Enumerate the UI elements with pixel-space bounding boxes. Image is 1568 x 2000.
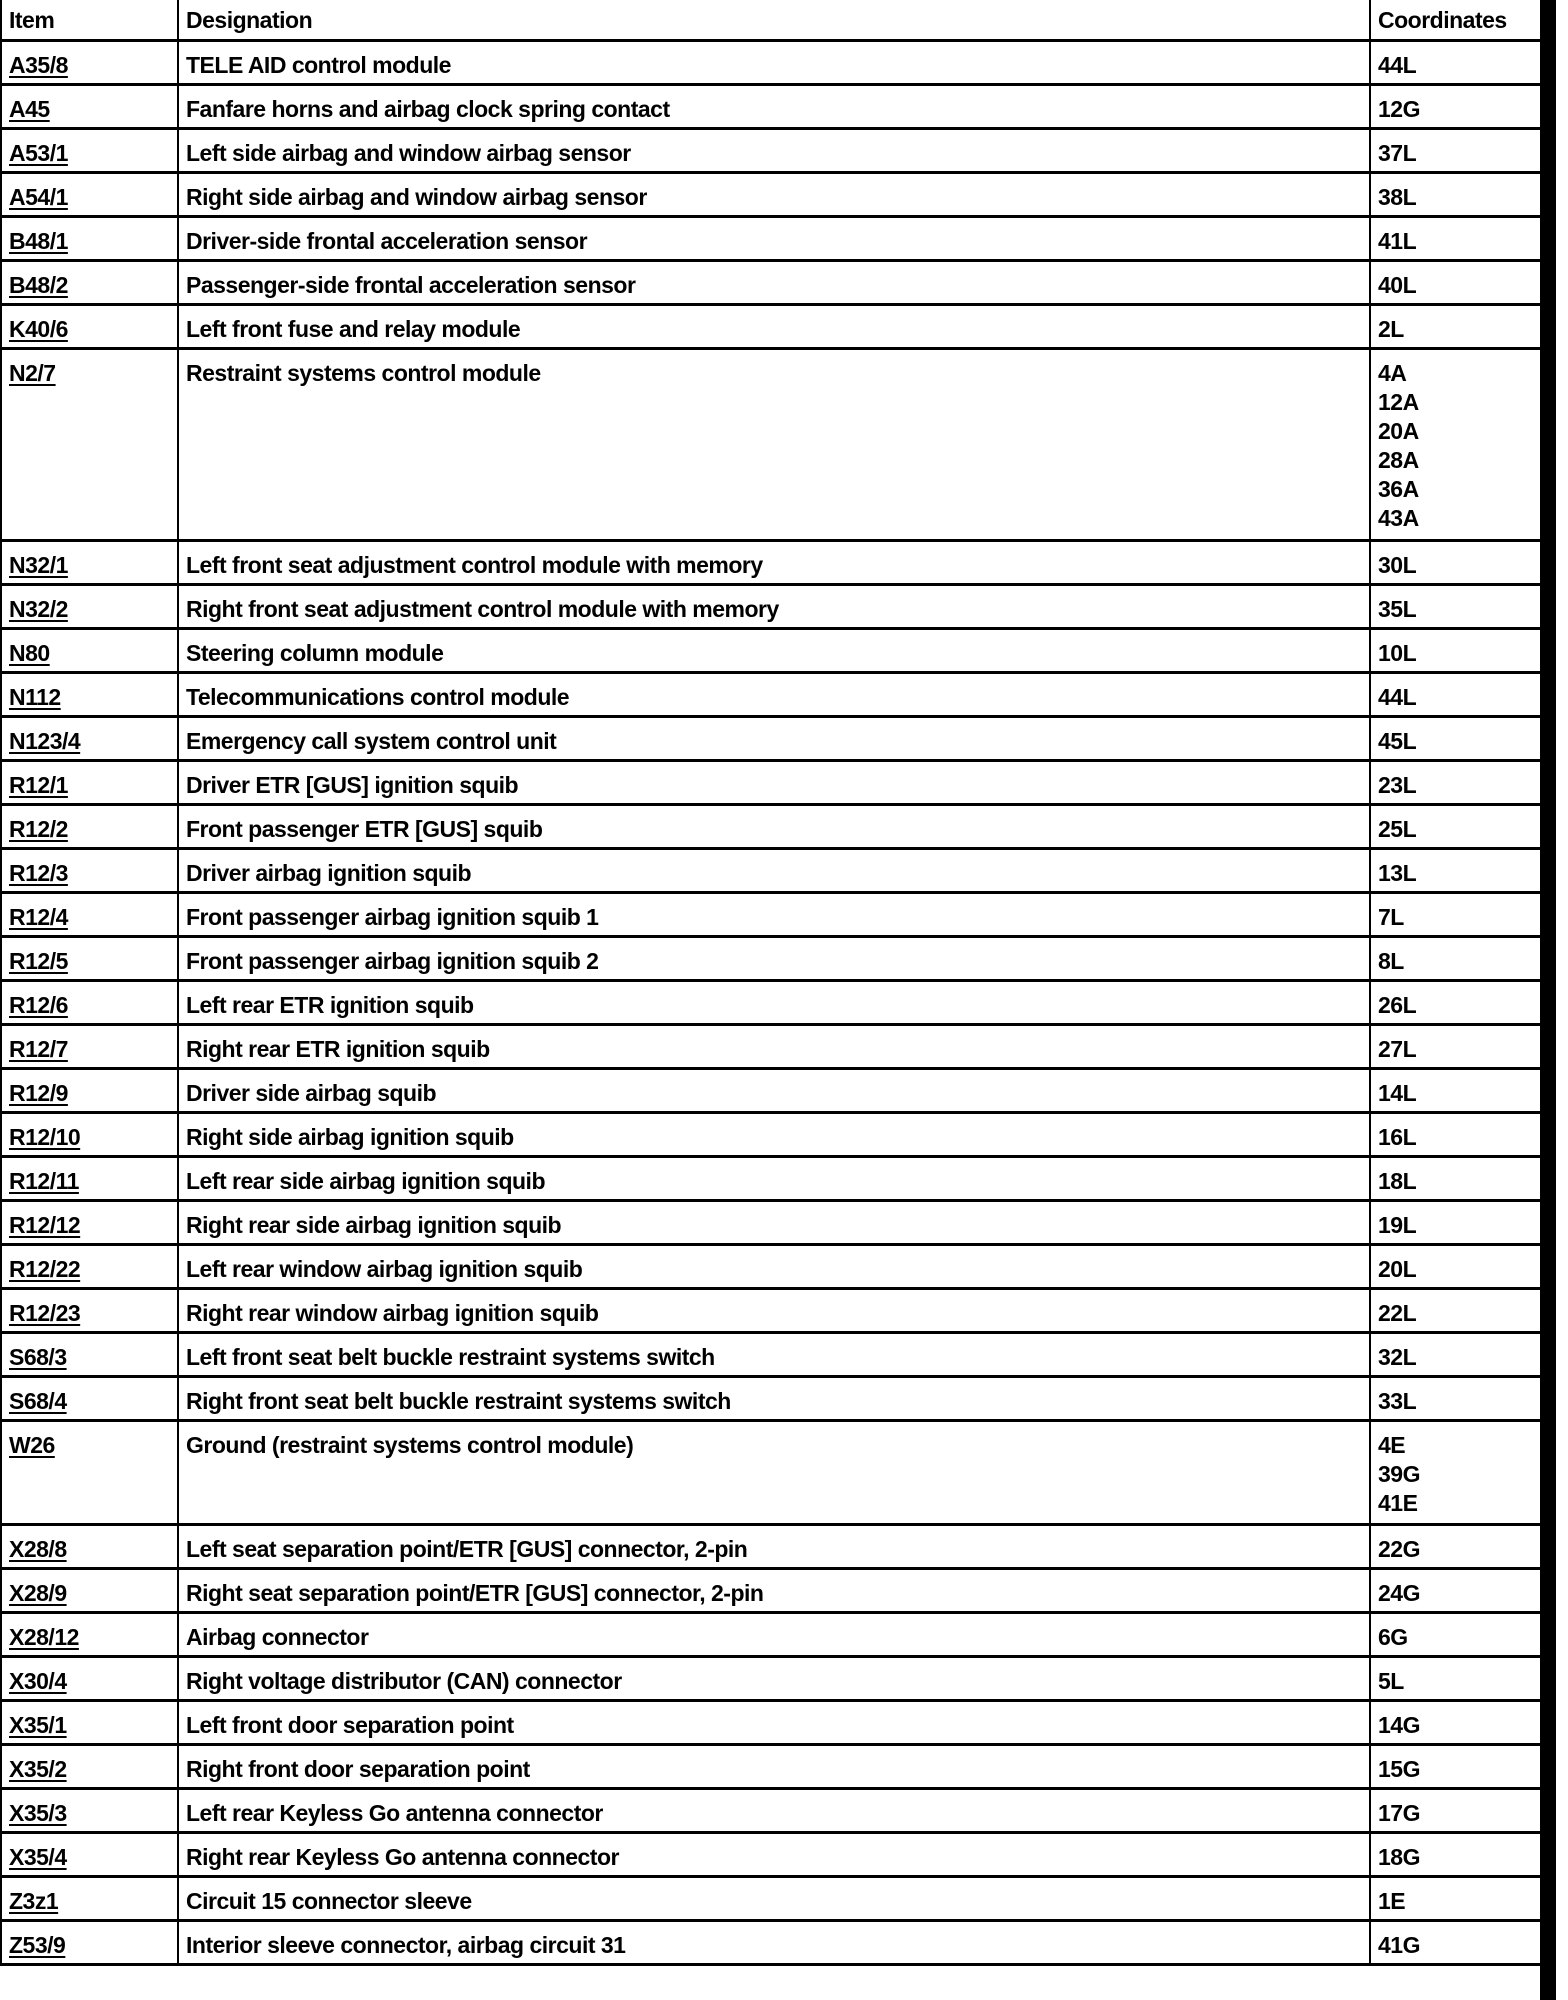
coordinate-value: 27L xyxy=(1378,1035,1417,1062)
coordinates-cell xyxy=(1370,40,1541,84)
item-link[interactable]: A35/8 xyxy=(9,51,68,78)
coordinates-cell xyxy=(1370,540,1541,584)
item-cell xyxy=(1,980,178,1024)
item-link[interactable]: Z3z1 xyxy=(9,1887,59,1914)
item-cell xyxy=(1,760,178,804)
coordinate-value: 35L xyxy=(1378,595,1417,622)
item-cell xyxy=(1,1876,178,1920)
coordinate-value: 22G xyxy=(1378,1535,1420,1562)
item-link[interactable]: Z53/9 xyxy=(9,1931,66,1958)
item-link[interactable]: W26 xyxy=(9,1431,55,1458)
designation-cell: Left front seat adjustment control module with memory xyxy=(178,540,1370,584)
designation-cell: Fanfare horns and airbag clock spring contact xyxy=(178,84,1370,128)
coordinate-value: 24G xyxy=(1378,1579,1420,1606)
designation-cell: Right seat separation point/ETR [GUS] connector, 2-pin xyxy=(178,1568,1370,1612)
designation-cell: Right rear ETR ignition squib xyxy=(178,1024,1370,1068)
coordinates-cell xyxy=(1370,1744,1541,1788)
table-row xyxy=(1,892,1541,936)
item-cell xyxy=(1,1832,178,1876)
item-cell xyxy=(1,260,178,304)
coordinate-value: 23L xyxy=(1378,771,1417,798)
coordinates-cell xyxy=(1370,584,1541,628)
coordinates-cell xyxy=(1370,304,1541,348)
item-cell xyxy=(1,348,178,540)
designation-cell: Left side airbag and window airbag sensor xyxy=(178,128,1370,172)
designation-cell: Right side airbag and window airbag sensor xyxy=(178,172,1370,216)
coordinate-value: 36A xyxy=(1378,475,1419,502)
table-row xyxy=(1,1112,1541,1156)
coordinate-value: 20A xyxy=(1378,417,1419,444)
designation-cell: Circuit 15 connector sleeve xyxy=(178,1876,1370,1920)
item-cell xyxy=(1,1612,178,1656)
coordinates-cell xyxy=(1370,1524,1541,1568)
coordinate-value: 17G xyxy=(1378,1799,1420,1826)
coordinates-cell xyxy=(1370,1288,1541,1332)
coordinate-value: 43A xyxy=(1378,504,1419,531)
item-link[interactable]: R12/12 xyxy=(9,1211,81,1238)
designation-cell: Right front door separation point xyxy=(178,1744,1370,1788)
item-link[interactable]: X35/4 xyxy=(9,1843,67,1870)
item-link[interactable]: R12/6 xyxy=(9,991,68,1018)
item-cell xyxy=(1,84,178,128)
coordinates-cell xyxy=(1370,716,1541,760)
coordinate-value: 12G xyxy=(1378,95,1420,122)
table-row xyxy=(1,1832,1541,1876)
table-row xyxy=(1,1156,1541,1200)
coordinates-cell xyxy=(1370,1024,1541,1068)
coordinates-cell xyxy=(1370,1876,1541,1920)
item-link[interactable]: X35/1 xyxy=(9,1711,67,1738)
table-row xyxy=(1,1876,1541,1920)
item-link[interactable]: X28/8 xyxy=(9,1535,67,1562)
item-link[interactable]: X28/12 xyxy=(9,1623,79,1650)
designation-cell: Left rear side airbag ignition squib xyxy=(178,1156,1370,1200)
item-link[interactable]: A54/1 xyxy=(9,183,68,210)
table-row xyxy=(1,716,1541,760)
item-link[interactable]: X30/4 xyxy=(9,1667,67,1694)
designation-cell: Left rear window airbag ignition squib xyxy=(178,1244,1370,1288)
item-link[interactable]: R12/1 xyxy=(9,771,68,798)
table-row xyxy=(1,1568,1541,1612)
item-link[interactable]: R12/9 xyxy=(9,1079,68,1106)
item-link[interactable]: R12/4 xyxy=(9,903,68,930)
coordinate-value: 22L xyxy=(1378,1299,1417,1326)
designation-cell: Left rear ETR ignition squib xyxy=(178,980,1370,1024)
table-row xyxy=(1,1420,1541,1524)
item-link[interactable]: A45 xyxy=(9,95,50,122)
item-link[interactable]: A53/1 xyxy=(9,139,68,166)
designation-cell: Interior sleeve connector, airbag circuit 31 xyxy=(178,1920,1370,1964)
coordinate-value: 4A xyxy=(1378,359,1407,386)
item-cell xyxy=(1,1744,178,1788)
designation-cell: Right front seat adjustment control module with memory xyxy=(178,584,1370,628)
coordinates-cell xyxy=(1370,1332,1541,1376)
item-cell xyxy=(1,1788,178,1832)
item-cell xyxy=(1,1420,178,1524)
coordinate-value: 18G xyxy=(1378,1843,1420,1870)
item-link[interactable]: R12/2 xyxy=(9,815,68,842)
item-link[interactable]: R12/22 xyxy=(9,1255,81,1282)
coordinates-cell xyxy=(1370,672,1541,716)
designation-cell: Right rear window airbag ignition squib xyxy=(178,1288,1370,1332)
coordinate-value: 1E xyxy=(1378,1887,1406,1914)
item-cell xyxy=(1,716,178,760)
coordinates-cell xyxy=(1370,1832,1541,1876)
table-row xyxy=(1,304,1541,348)
item-link[interactable]: N112 xyxy=(9,683,61,710)
designation-cell: Emergency call system control unit xyxy=(178,716,1370,760)
coordinate-value: 12A xyxy=(1378,388,1419,415)
table-row xyxy=(1,216,1541,260)
table-row xyxy=(1,128,1541,172)
coordinates-cell xyxy=(1370,1656,1541,1700)
item-link[interactable]: N80 xyxy=(9,639,50,666)
coordinate-value: 15G xyxy=(1378,1755,1420,1782)
item-link[interactable]: X28/9 xyxy=(9,1579,67,1606)
item-cell xyxy=(1,628,178,672)
coordinates-cell xyxy=(1370,1068,1541,1112)
coordinates-cell xyxy=(1370,1112,1541,1156)
coordinates-cell xyxy=(1370,936,1541,980)
item-cell xyxy=(1,1920,178,1964)
table-row xyxy=(1,980,1541,1024)
designation-cell: Driver ETR [GUS] ignition squib xyxy=(178,760,1370,804)
designation-cell: Right front seat belt buckle restraint systems switch xyxy=(178,1376,1370,1420)
coordinate-value: 6G xyxy=(1378,1623,1408,1650)
item-cell xyxy=(1,672,178,716)
table-row xyxy=(1,1024,1541,1068)
designation-cell: Right voltage distributor (CAN) connector xyxy=(178,1656,1370,1700)
designation-cell: Telecommunications control module xyxy=(178,672,1370,716)
legend-body xyxy=(1,40,1541,1964)
designation-cell: Passenger-side frontal acceleration sensor xyxy=(178,260,1370,304)
designation-cell: Airbag connector xyxy=(178,1612,1370,1656)
coordinate-value: 5L xyxy=(1378,1667,1404,1694)
item-link[interactable]: S68/4 xyxy=(9,1387,67,1414)
item-link[interactable]: R12/11 xyxy=(9,1167,79,1194)
table-row xyxy=(1,1288,1541,1332)
designation-cell: Steering column module xyxy=(178,628,1370,672)
coordinate-value: 10L xyxy=(1378,639,1417,666)
table-row xyxy=(1,540,1541,584)
item-cell xyxy=(1,540,178,584)
item-link[interactable]: R12/5 xyxy=(9,947,68,974)
table-row xyxy=(1,1068,1541,1112)
coordinates-cell xyxy=(1370,1700,1541,1744)
coordinate-value: 30L xyxy=(1378,551,1417,578)
coordinates-cell xyxy=(1370,892,1541,936)
designation-cell: TELE AID control module xyxy=(178,40,1370,84)
table-row xyxy=(1,1744,1541,1788)
coordinates-cell xyxy=(1370,1612,1541,1656)
item-link[interactable]: X35/2 xyxy=(9,1755,67,1782)
coordinate-value: 2L xyxy=(1378,315,1404,342)
header-item: Item xyxy=(1,0,178,40)
item-cell xyxy=(1,1244,178,1288)
item-cell xyxy=(1,936,178,980)
item-link[interactable]: K40/6 xyxy=(9,315,68,342)
designation-cell: Front passenger airbag ignition squib 2 xyxy=(178,936,1370,980)
item-cell xyxy=(1,1332,178,1376)
coordinate-value: 44L xyxy=(1378,51,1417,78)
coordinate-value: 38L xyxy=(1378,183,1417,210)
header-row xyxy=(1,0,1541,40)
item-link[interactable]: R12/23 xyxy=(9,1299,81,1326)
item-cell xyxy=(1,1524,178,1568)
table-row xyxy=(1,760,1541,804)
designation-cell: Front passenger ETR [GUS] squib xyxy=(178,804,1370,848)
table-row xyxy=(1,1788,1541,1832)
coordinates-cell xyxy=(1370,980,1541,1024)
coordinates-cell xyxy=(1370,1568,1541,1612)
designation-cell: Right rear Keyless Go antenna connector xyxy=(178,1832,1370,1876)
table-row xyxy=(1,1376,1541,1420)
coordinates-cell xyxy=(1370,348,1541,540)
item-cell xyxy=(1,1656,178,1700)
coordinate-value: 14L xyxy=(1378,1079,1417,1106)
table-row xyxy=(1,172,1541,216)
table-row xyxy=(1,848,1541,892)
table-row xyxy=(1,804,1541,848)
coordinates-cell xyxy=(1370,628,1541,672)
item-cell xyxy=(1,40,178,84)
coordinate-value: 19L xyxy=(1378,1211,1417,1238)
table-row xyxy=(1,672,1541,716)
coordinate-value: 32L xyxy=(1378,1343,1417,1370)
coordinate-value: 40L xyxy=(1378,271,1417,298)
table-row xyxy=(1,1920,1541,1964)
designation-cell: Left front seat belt buckle restraint systems switch xyxy=(178,1332,1370,1376)
table-row xyxy=(1,1332,1541,1376)
coordinate-value: 41L xyxy=(1378,227,1417,254)
page-edge-bar xyxy=(1540,0,1556,2000)
coordinate-value: 25L xyxy=(1378,815,1417,842)
item-link[interactable]: R12/7 xyxy=(9,1035,68,1062)
table-row xyxy=(1,1524,1541,1568)
item-link[interactable]: N32/2 xyxy=(9,595,68,622)
coordinate-value: 44L xyxy=(1378,683,1417,710)
table-row xyxy=(1,40,1541,84)
header-coordinates: Coordinates xyxy=(1370,0,1541,40)
table-row xyxy=(1,1200,1541,1244)
coordinates-cell xyxy=(1370,260,1541,304)
designation-cell: Left front door separation point xyxy=(178,1700,1370,1744)
coordinate-value: 4E xyxy=(1378,1431,1406,1458)
coordinate-value: 7L xyxy=(1378,903,1404,930)
item-cell xyxy=(1,584,178,628)
item-cell xyxy=(1,1568,178,1612)
coordinates-cell xyxy=(1370,1420,1541,1524)
coordinates-cell xyxy=(1370,1200,1541,1244)
item-cell xyxy=(1,128,178,172)
item-link[interactable]: R12/3 xyxy=(9,859,68,886)
designation-cell: Left rear Keyless Go antenna connector xyxy=(178,1788,1370,1832)
table-row xyxy=(1,1612,1541,1656)
coordinate-value: 33L xyxy=(1378,1387,1417,1414)
designation-cell: Left front fuse and relay module xyxy=(178,304,1370,348)
coordinates-cell xyxy=(1370,84,1541,128)
item-cell xyxy=(1,1376,178,1420)
coordinate-value: 13L xyxy=(1378,859,1417,886)
coordinates-cell xyxy=(1370,1156,1541,1200)
item-cell xyxy=(1,1156,178,1200)
item-cell xyxy=(1,1700,178,1744)
item-cell xyxy=(1,216,178,260)
designation-cell: Right rear side airbag ignition squib xyxy=(178,1200,1370,1244)
designation-cell: Right side airbag ignition squib xyxy=(178,1112,1370,1156)
designation-cell: Front passenger airbag ignition squib 1 xyxy=(178,892,1370,936)
coordinate-value: 37L xyxy=(1378,139,1417,166)
coordinate-value: 20L xyxy=(1378,1255,1417,1282)
item-cell xyxy=(1,1068,178,1112)
designation-cell: Driver airbag ignition squib xyxy=(178,848,1370,892)
designation-cell: Ground (restraint systems control module) xyxy=(178,1420,1370,1524)
coordinates-cell xyxy=(1370,760,1541,804)
coordinates-cell xyxy=(1370,172,1541,216)
coordinates-cell xyxy=(1370,1376,1541,1420)
coordinate-value: 16L xyxy=(1378,1123,1417,1150)
item-cell xyxy=(1,172,178,216)
coordinates-cell xyxy=(1370,1920,1541,1964)
item-cell xyxy=(1,1200,178,1244)
item-link[interactable]: X35/3 xyxy=(9,1799,67,1826)
item-cell xyxy=(1,1024,178,1068)
designation-cell: Left seat separation point/ETR [GUS] connector, 2-pin xyxy=(178,1524,1370,1568)
coordinate-value: 39G xyxy=(1378,1460,1420,1487)
coordinates-cell xyxy=(1370,848,1541,892)
item-cell xyxy=(1,804,178,848)
table-row xyxy=(1,1656,1541,1700)
item-cell xyxy=(1,848,178,892)
table-row xyxy=(1,1700,1541,1744)
table-row xyxy=(1,348,1541,540)
item-link[interactable]: S68/3 xyxy=(9,1343,67,1370)
item-cell xyxy=(1,892,178,936)
table-row xyxy=(1,936,1541,980)
designation-cell: Restraint systems control module xyxy=(178,348,1370,540)
header-designation: Designation xyxy=(178,0,1370,40)
item-cell xyxy=(1,1288,178,1332)
coordinate-value: 26L xyxy=(1378,991,1417,1018)
coordinate-value: 14G xyxy=(1378,1711,1420,1738)
coordinate-value: 18L xyxy=(1378,1167,1417,1194)
coordinate-value: 41E xyxy=(1378,1489,1418,1516)
item-link[interactable]: N123/4 xyxy=(9,727,81,754)
coordinate-value: 28A xyxy=(1378,446,1419,473)
item-cell xyxy=(1,304,178,348)
designation-cell: Driver-side frontal acceleration sensor xyxy=(178,216,1370,260)
coordinates-cell xyxy=(1370,1244,1541,1288)
coordinate-value: 41G xyxy=(1378,1931,1420,1958)
table-row xyxy=(1,84,1541,128)
item-link[interactable]: N32/1 xyxy=(9,551,68,578)
table-row xyxy=(1,628,1541,672)
item-link[interactable]: B48/2 xyxy=(9,271,68,298)
item-cell xyxy=(1,1112,178,1156)
item-link[interactable]: R12/10 xyxy=(9,1123,81,1150)
table-row xyxy=(1,260,1541,304)
item-link[interactable]: B48/1 xyxy=(9,227,68,254)
coordinate-value: 45L xyxy=(1378,727,1417,754)
table-row xyxy=(1,1244,1541,1288)
table-row xyxy=(1,584,1541,628)
item-link[interactable]: N2/7 xyxy=(9,359,56,386)
coordinates-cell xyxy=(1370,804,1541,848)
coordinate-value: 8L xyxy=(1378,947,1404,974)
coordinates-cell xyxy=(1370,216,1541,260)
designation-cell: Driver side airbag squib xyxy=(178,1068,1370,1112)
coordinates-cell xyxy=(1370,128,1541,172)
coordinates-cell xyxy=(1370,1788,1541,1832)
